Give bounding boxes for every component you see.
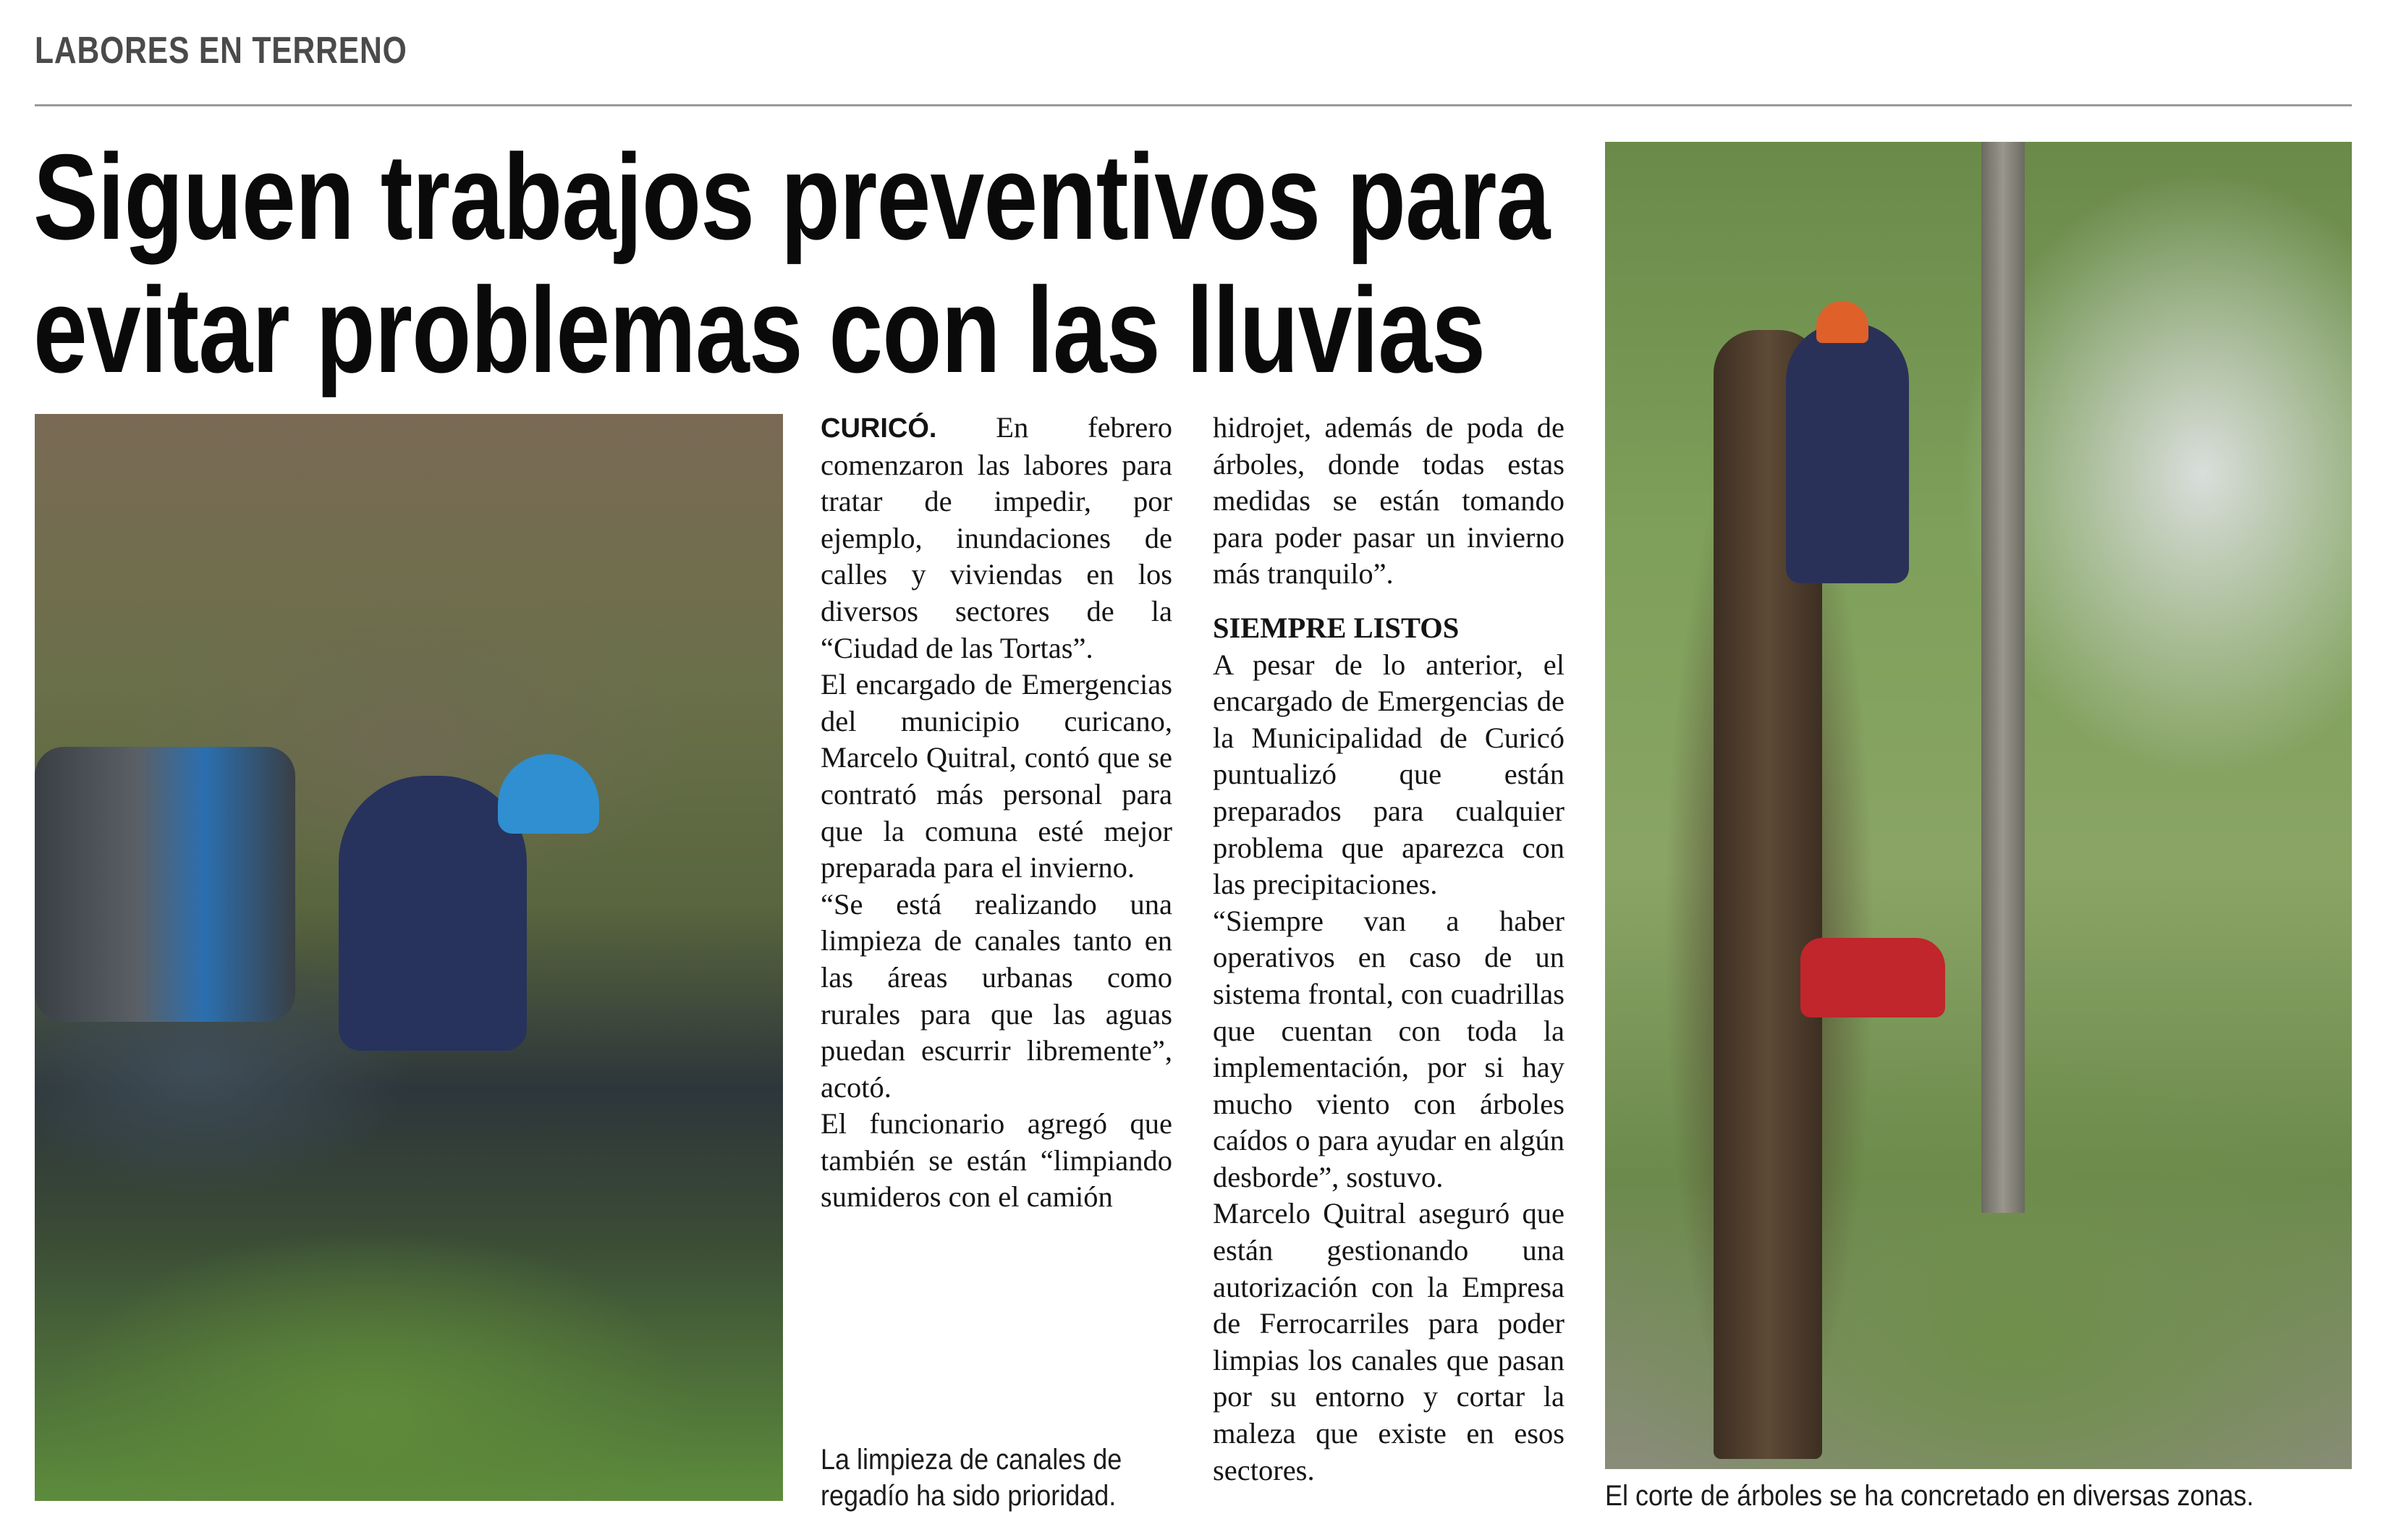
utility-pole [1981, 142, 2025, 1213]
paragraph: hidrojet, además de poda de árboles, donde todas estas medidas se están tomando para poder pasar un invierno más tranquilo”. [1213, 411, 1565, 591]
paragraph: “Se está realizando una limpieza de canales tanto en las áreas urbanas como rurales para que las aguas puedan escurrir libremente”, acotó. [821, 887, 1172, 1104]
paragraph-text: En febrero comenzaron las labores para tratar de impedir, por ejemplo, inundaciones de calles y viviendas en los diversos sectores de la “Ciudad de las Tortas”. [821, 411, 1173, 664]
blue-helmet [498, 754, 599, 834]
worker-figure [1786, 323, 1909, 583]
headline [33, 129, 1550, 398]
headline-line-1: Siguen trabajos preventivos para [33, 129, 1550, 265]
section-divider [35, 104, 2352, 106]
section-label: LABORES EN TERRENO [35, 30, 407, 72]
orange-helmet [1816, 301, 1868, 343]
headline-line-2: evitar problemas con las lluvias [33, 262, 1486, 398]
photo-canal-cleaning [35, 414, 783, 1501]
paragraph: El encargado de Emergencias del municipio curicano, Marcelo Quitral, contó que se contrató más personal para que la comuna esté mejor preparada para el invierno. [821, 668, 1172, 884]
paragraph: El funcionario agregó que también se están “limpiando sumideros con el camión [821, 1107, 1172, 1214]
paragraph: “Siempre van a haber operativos en caso de un sistema frontal, con cuadrillas que cuentan con toda la implementación, por si hay mucho viento con árboles caídos o para ayudar en algún desborde”, sostuvo. [1213, 904, 1565, 1193]
photo-caption-right: El corte de árboles se ha concretado en diversas zonas. [1605, 1480, 2254, 1512]
red-car [1800, 938, 1945, 1018]
article-column-2 [1213, 410, 1565, 1489]
photo-caption-left: La limpieza de canales de regadío ha sido prioridad. [821, 1444, 1122, 1512]
article-column-1 [821, 410, 1172, 1216]
dateline: CURICÓ. [821, 413, 937, 444]
paragraph: A pesar de lo anterior, el encargado de Emergencias de la Municipalidad de Curicó puntualizó que están preparados para cualquier problema que aparezca con las precipitaciones. [1213, 648, 1565, 901]
subheading: SIEMPRE LISTOS [1213, 611, 1460, 644]
paragraph: Marcelo Quitral aseguró que están gestionando una autorización con la Empresa de Ferrocarriles para poder limpias los canales que pasan por su entorno y cortar la maleza que existe en esos sectores. [1213, 1197, 1565, 1486]
paragraph [821, 410, 1172, 667]
photo-tree-pruning [1605, 142, 2352, 1469]
culvert-pipe [35, 747, 295, 1022]
